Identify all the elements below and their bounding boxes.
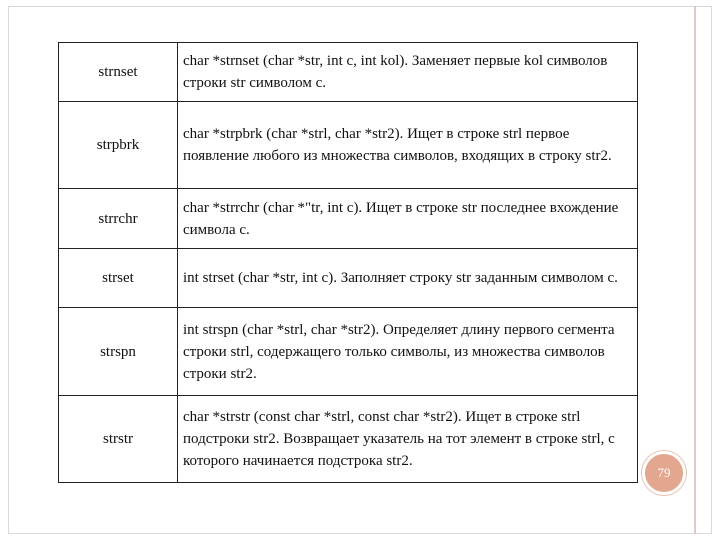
function-table (58, 42, 638, 483)
function-name-cell: strnset (59, 43, 178, 102)
slide-side-rule (694, 6, 696, 534)
table-row (59, 308, 638, 396)
function-description-cell: char *strpbrk (char *strl, char *str2). Ищет в строке strl первое появление любого из множества символов, входящих в строку str2. (178, 102, 638, 189)
function-name-cell: strset (59, 249, 178, 308)
table-row (59, 396, 638, 483)
table-row (59, 189, 638, 249)
page-number-badge: 79 (642, 451, 686, 495)
function-description-cell: char *strnset (char *str, int c, int kol). Заменяет первые kol символов строки str символом c. (178, 43, 638, 102)
table-row (59, 249, 638, 308)
function-name-cell: strpbrk (59, 102, 178, 189)
table-row (59, 43, 638, 102)
function-description-cell: int strspn (char *strl, char *str2). Определяет длину первого сегмента строки strl, содержащего только символы, из множества символов строки str2. (178, 308, 638, 396)
function-description-cell: char *strrchr (char *"tr, int c). Ищет в строке str последнее вхождение символа с. (178, 189, 638, 249)
function-description-cell: int strset (char *str, int c). Заполняет строку str заданным символом с. (178, 249, 638, 308)
function-name-cell: strrchr (59, 189, 178, 249)
function-name-cell: strstr (59, 396, 178, 483)
function-name-cell: strspn (59, 308, 178, 396)
function-description-cell: char *strstr (const char *strl, const char *str2). Ищет в строке strl подстроки str2. Возвращает указатель на тот элемент в строке strl, с которого начинается подстрока str2. (178, 396, 638, 483)
table-row (59, 102, 638, 189)
